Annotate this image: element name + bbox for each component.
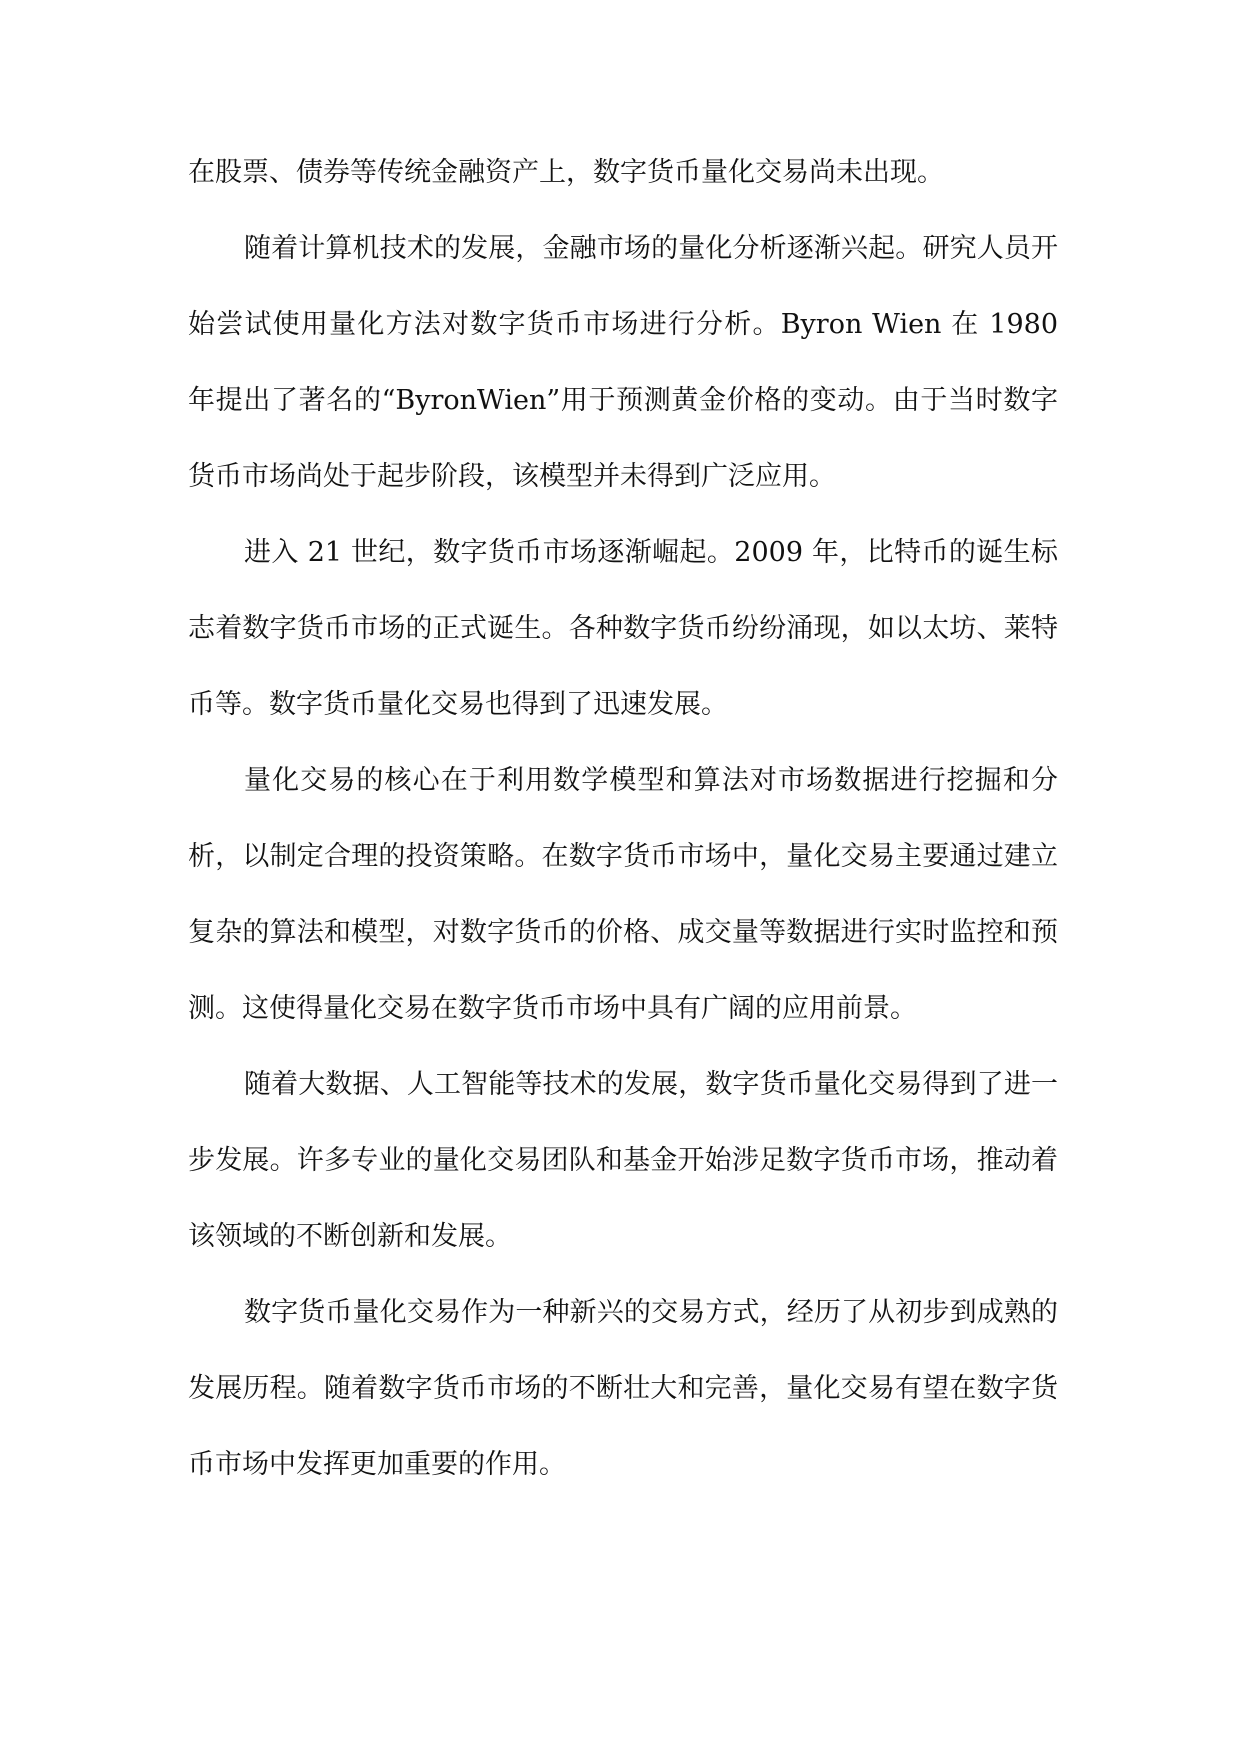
paragraph-history-byron-wien: 随着计算机技术的发展，金融市场的量化分析逐渐兴起。研究人员开始尝试使用量化方法对数字货币市场进行分析。Byron Wien 在 1980 年提出了著名的“ByronWien”用于预测黄金价格的变动。由于当时数字货币市场尚处于起步阶段，该模型并未得到广泛应用。	[188, 233, 1058, 492]
paragraph-conclusion: 数字货币量化交易作为一种新兴的交易方式，经历了从初步到成熟的发展历程。随着数字货币市场的不断壮大和完善，量化交易有望在数字货币市场中发挥更加重要的作用。	[188, 1297, 1058, 1480]
paragraph-big-data-ai: 随着大数据、人工智能等技术的发展，数字货币量化交易得到了进一步发展。许多专业的量化交易团队和基金开始涉足数字货币市场，推动着该领域的不断创新和发展。	[188, 1069, 1058, 1252]
paragraph-continuation: 在股票、债券等传统金融资产上，数字货币量化交易尚未出现。	[188, 157, 944, 188]
paragraph-21st-century-bitcoin: 进入 21 世纪，数字货币市场逐渐崛起。2009 年，比特币的诞生标志着数字货币市场的正式诞生。各种数字货币纷纷涌现，如以太坊、莱特币等。数字货币量化交易也得到了迅速发展。	[188, 537, 1058, 720]
body-text	[188, 135, 1058, 1503]
paragraph-quant-core: 量化交易的核心在于利用数学模型和算法对市场数据进行挖掘和分析，以制定合理的投资策略。在数字货币市场中，量化交易主要通过建立复杂的算法和模型，对数字货币的价格、成交量等数据进行实时监控和预测。这使得量化交易在数字货币市场中具有广阔的应用前景。	[188, 765, 1058, 1024]
